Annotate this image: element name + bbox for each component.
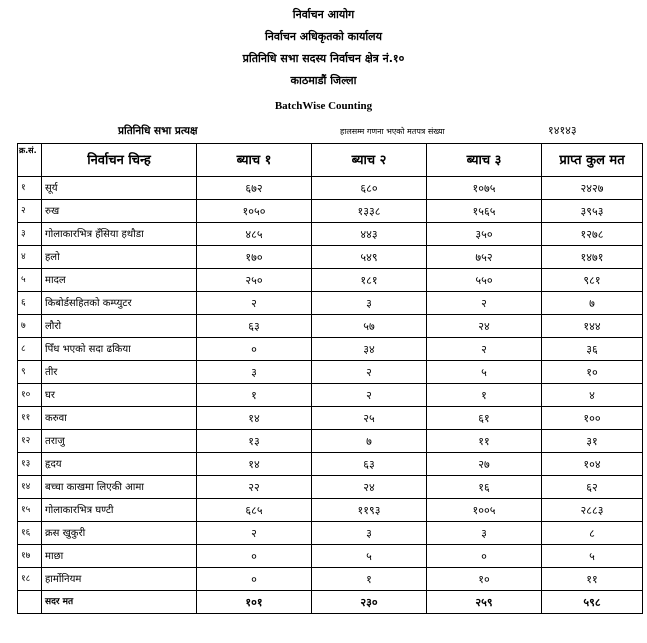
total-cell: १४७१ (542, 246, 643, 269)
serial-cell: १८ (18, 568, 42, 591)
table-row (18, 453, 643, 476)
batch-3-cell: ६१ (427, 407, 542, 430)
results-table (17, 143, 643, 614)
table-row (18, 200, 643, 223)
batch-3-cell: ७५२ (427, 246, 542, 269)
batch-2-cell: ११९३ (312, 499, 427, 522)
total-cell: ४ (542, 384, 643, 407)
serial-cell: ६ (18, 292, 42, 315)
batch-3-cell: ५५० (427, 269, 542, 292)
serial-cell: १६ (18, 522, 42, 545)
batch-1-cell: ६८५ (197, 499, 312, 522)
election-type: प्रतिनिधि सभा प्रत्यक्ष (118, 125, 198, 137)
ballots-counted-label: हालसम्म गणना भएको मतपत्र संख्या (340, 127, 445, 136)
col-total: प्राप्त कुल मत (542, 144, 643, 177)
total-total-cell: ५९८ (542, 591, 643, 614)
symbol-cell: लौरो (42, 315, 197, 338)
table-row (18, 338, 643, 361)
total-cell: ७ (542, 292, 643, 315)
col-serial: क्र.सं. (18, 144, 42, 177)
batch-2-cell: २ (312, 384, 427, 407)
table-row (18, 476, 643, 499)
batch-3-cell: १५६५ (427, 200, 542, 223)
table-row (18, 292, 643, 315)
batch-1-cell: २२ (197, 476, 312, 499)
symbol-cell: रुख (42, 200, 197, 223)
batch-3-cell: ११ (427, 430, 542, 453)
batch-1-cell: ३ (197, 361, 312, 384)
batch-2-cell: ४४३ (312, 223, 427, 246)
total-cell: ३९५३ (542, 200, 643, 223)
total-cell: १०४ (542, 453, 643, 476)
batch-2-cell: ६३ (312, 453, 427, 476)
symbol-cell: करुवा (42, 407, 197, 430)
batch-1-cell: १०५० (197, 200, 312, 223)
batch-1-cell: ० (197, 338, 312, 361)
symbol-cell: घर (42, 384, 197, 407)
table-row (18, 361, 643, 384)
total-cell: ९८१ (542, 269, 643, 292)
symbol-cell: तराजु (42, 430, 197, 453)
batch-2-cell: १३३८ (312, 200, 427, 223)
batch-2-cell: २४ (312, 476, 427, 499)
total-cell: ११ (542, 568, 643, 591)
batch-3-cell: १० (427, 568, 542, 591)
serial-cell: ११ (18, 407, 42, 430)
batch-2-cell: ३ (312, 292, 427, 315)
col-symbol: निर्वाचन चिन्ह (42, 144, 197, 177)
batch-1-cell: २ (197, 522, 312, 545)
serial-cell: ३ (18, 223, 42, 246)
total-cell: ३६ (542, 338, 643, 361)
symbol-cell: किबोर्डसहितको कम्प्युटर (42, 292, 197, 315)
batch-3-cell: २४ (427, 315, 542, 338)
batch-3-cell: १००५ (427, 499, 542, 522)
symbol-cell: हार्मोनियम (42, 568, 197, 591)
total-cell: ५ (542, 545, 643, 568)
batch-2-cell: २५ (312, 407, 427, 430)
symbol-cell: मादल (42, 269, 197, 292)
total-cell: २४२७ (542, 177, 643, 200)
batch-2-cell: ५७ (312, 315, 427, 338)
symbol-cell: गोलाकारभित्र हँसिया हथौडा (42, 223, 197, 246)
total-batch-2-cell: २३० (312, 591, 427, 614)
symbol-cell: गोलाकारभित्र घण्टी (42, 499, 197, 522)
table-row (18, 246, 643, 269)
batch-3-cell: ३ (427, 522, 542, 545)
batch-3-cell: १ (427, 384, 542, 407)
table-row (18, 499, 643, 522)
col-batch-1: ब्याच १ (197, 144, 312, 177)
table-row (18, 384, 643, 407)
serial-cell: १४ (18, 476, 42, 499)
table-row (18, 223, 643, 246)
total-cell: १४४ (542, 315, 643, 338)
total-cell: २८८३ (542, 499, 643, 522)
symbol-cell: पिँध भएको सदा ढकिया (42, 338, 197, 361)
total-cell: ८ (542, 522, 643, 545)
total-batch-1-cell: १०१ (197, 591, 312, 614)
serial-cell: १७ (18, 545, 42, 568)
serial-cell: २ (18, 200, 42, 223)
report-title: BatchWise Counting (274, 100, 373, 112)
batch-1-cell: ० (197, 568, 312, 591)
table-row (18, 315, 643, 338)
total-row (18, 591, 643, 614)
batch-1-cell: १ (197, 384, 312, 407)
batch-1-cell: ० (197, 545, 312, 568)
table-row (18, 522, 643, 545)
district: काठमाडौं जिल्ला (290, 74, 357, 87)
serial-cell: १० (18, 384, 42, 407)
total-cell: १० (542, 361, 643, 384)
col-batch-3: ब्याच ३ (427, 144, 542, 177)
ballots-counted-value: १४१४३ (548, 124, 577, 137)
table-row (18, 177, 643, 200)
office-name: निर्वाचन अधिकृतको कार्यालय (264, 30, 383, 43)
batch-3-cell: १०७५ (427, 177, 542, 200)
batch-1-cell: १४ (197, 453, 312, 476)
batch-2-cell: ३ (312, 522, 427, 545)
symbol-cell: सूर्य (42, 177, 197, 200)
batch-3-cell: ० (427, 545, 542, 568)
batch-2-cell: ३४ (312, 338, 427, 361)
constituency: प्रतिनिधि सभा सदस्य निर्वाचन क्षेत्र नं.१० (242, 52, 405, 65)
total-serial-cell (18, 591, 42, 614)
table-row (18, 430, 643, 453)
serial-cell: ७ (18, 315, 42, 338)
batch-2-cell: १ (312, 568, 427, 591)
batch-1-cell: १४ (197, 407, 312, 430)
total-cell: ३१ (542, 430, 643, 453)
col-batch-2: ब्याच २ (312, 144, 427, 177)
serial-cell: ४ (18, 246, 42, 269)
batch-2-cell: ६८० (312, 177, 427, 200)
table-row (18, 568, 643, 591)
total-cell: १०० (542, 407, 643, 430)
batch-1-cell: ६७२ (197, 177, 312, 200)
batch-2-cell: २ (312, 361, 427, 384)
symbol-cell: माछा (42, 545, 197, 568)
batch-2-cell: ५ (312, 545, 427, 568)
symbol-cell: हलो (42, 246, 197, 269)
total-symbol-cell: सदर मत (42, 591, 197, 614)
total-batch-3-cell: २५९ (427, 591, 542, 614)
table-row (18, 407, 643, 430)
org-name: निर्वाचन आयोग (292, 8, 355, 21)
serial-cell: ९ (18, 361, 42, 384)
batch-3-cell: ३५० (427, 223, 542, 246)
batch-3-cell: १६ (427, 476, 542, 499)
serial-cell: ५ (18, 269, 42, 292)
symbol-cell: तीर (42, 361, 197, 384)
total-cell: ६२ (542, 476, 643, 499)
batch-1-cell: २ (197, 292, 312, 315)
serial-cell: १२ (18, 430, 42, 453)
serial-cell: १३ (18, 453, 42, 476)
total-cell: १२७८ (542, 223, 643, 246)
batch-2-cell: ५४९ (312, 246, 427, 269)
table-header-row (18, 144, 643, 177)
batch-2-cell: ७ (312, 430, 427, 453)
batch-3-cell: २ (427, 292, 542, 315)
batch-3-cell: २७ (427, 453, 542, 476)
symbol-cell: बच्चा काखमा लिएकी आमा (42, 476, 197, 499)
batch-3-cell: २ (427, 338, 542, 361)
batch-1-cell: १३ (197, 430, 312, 453)
batch-2-cell: १८१ (312, 269, 427, 292)
serial-cell: १५ (18, 499, 42, 522)
batch-1-cell: ६३ (197, 315, 312, 338)
batch-1-cell: १७० (197, 246, 312, 269)
table-row (18, 269, 643, 292)
batch-1-cell: ४८५ (197, 223, 312, 246)
batch-1-cell: २५० (197, 269, 312, 292)
serial-cell: १ (18, 177, 42, 200)
symbol-cell: हृदय (42, 453, 197, 476)
serial-cell: ८ (18, 338, 42, 361)
symbol-cell: क्रस खुकुरी (42, 522, 197, 545)
table-row (18, 545, 643, 568)
batch-3-cell: ५ (427, 361, 542, 384)
